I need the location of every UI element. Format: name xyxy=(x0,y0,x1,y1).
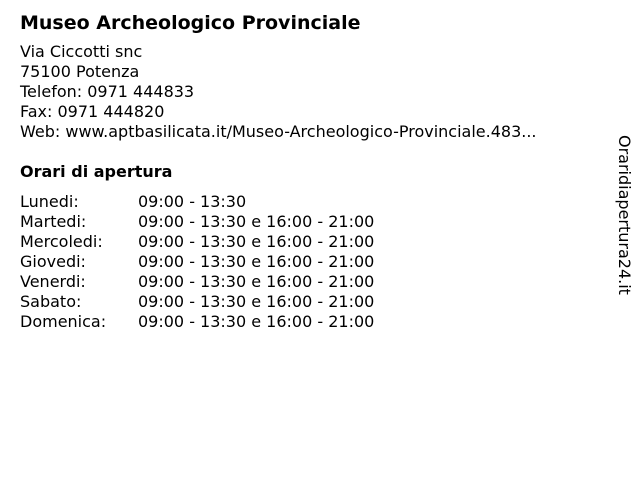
museum-name: Museo Archeologico Provinciale xyxy=(20,12,361,34)
hours-row xyxy=(20,192,374,212)
day-hours: 09:00 - 13:30 e 16:00 - 21:00 xyxy=(138,272,375,291)
hours-row xyxy=(20,252,374,272)
hours-row xyxy=(20,292,374,312)
day-hours: 09:00 - 13:30 e 16:00 - 21:00 xyxy=(138,232,375,251)
web-line: Web: www.aptbasilicata.it/Museo-Archeologico-Provinciale.483... xyxy=(20,122,537,141)
hours-row xyxy=(20,212,374,232)
hours-row xyxy=(20,312,374,332)
day-label: Sabato: xyxy=(20,292,82,311)
opening-hours-table xyxy=(20,192,374,332)
hours-row xyxy=(20,272,374,292)
hours-heading: Orari di apertura xyxy=(20,162,173,181)
day-label: Mercoledi: xyxy=(20,232,103,251)
address-line: Via Ciccotti snc xyxy=(20,42,143,61)
site-watermark: Oraridiapertura24.it xyxy=(615,135,634,295)
city-line: 75100 Potenza xyxy=(20,62,140,81)
day-label: Giovedi: xyxy=(20,252,86,271)
day-hours: 09:00 - 13:30 e 16:00 - 21:00 xyxy=(138,212,375,231)
phone-line: Telefon: 0971 444833 xyxy=(20,82,195,101)
day-label: Lunedi: xyxy=(20,192,79,211)
day-label: Domenica: xyxy=(20,312,107,331)
day-label: Venerdi: xyxy=(20,272,86,291)
day-hours: 09:00 - 13:30 e 16:00 - 21:00 xyxy=(138,252,375,271)
day-label: Martedi: xyxy=(20,212,87,231)
day-hours: 09:00 - 13:30 e 16:00 - 21:00 xyxy=(138,292,375,311)
hours-row xyxy=(20,232,374,252)
day-hours: 09:00 - 13:30 xyxy=(138,192,247,211)
fax-line: Fax: 0971 444820 xyxy=(20,102,165,121)
museum-card xyxy=(20,10,600,332)
day-hours: 09:00 - 13:30 e 16:00 - 21:00 xyxy=(138,312,375,331)
